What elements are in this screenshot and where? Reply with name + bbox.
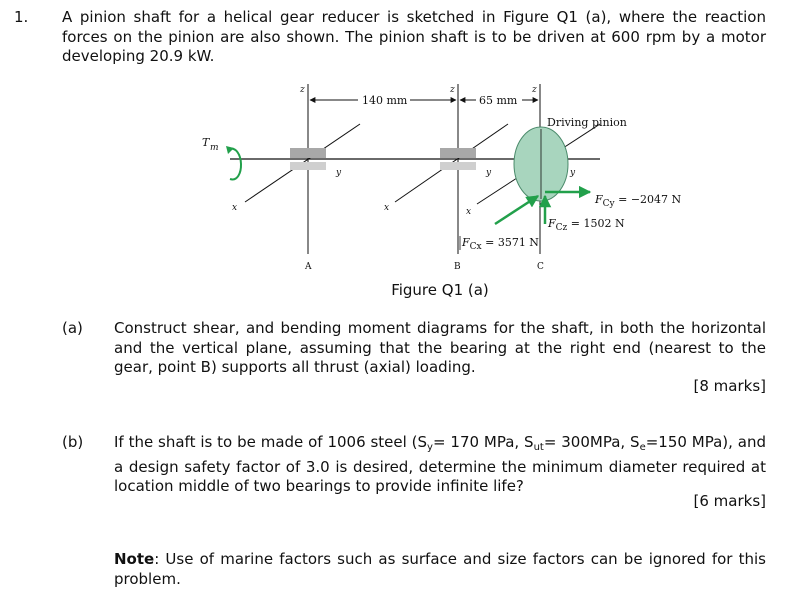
force-cz-label: $F_{Cz} = 1502$ N: [548, 217, 625, 233]
part-a-marks: [8 marks]: [693, 377, 766, 395]
axis-y-a: y: [336, 168, 342, 178]
part-b-label: (b): [62, 433, 84, 451]
part-b-marks: [6 marks]: [693, 492, 766, 510]
bearing-b-lower: [440, 162, 476, 170]
axis-x-a: x: [232, 203, 238, 213]
note: [114, 550, 766, 589]
part-a-text: Construct shear, and bending moment diagrams for the shaft, in both the horizontal and the vertical plane, assuming that the bearing at the right end (nearest to the gear, point B) supports all thrust (axial) loading.: [114, 319, 766, 376]
point-a-label: A: [305, 262, 312, 272]
bearing-a: [290, 148, 326, 158]
note-label: Note: [114, 550, 155, 568]
part-b-text: If the shaft is to be made of 1006 steel ($S_y= 170$ MPa, $S_{ut}= 300MPa$, $S_e=150$ MPa), and a design safety factor of 3.0 is desired, determine the minimum diameter required at location middle of two bearings to provide infinite life?: [114, 433, 766, 495]
point-c-label: C: [537, 262, 544, 272]
dim-bc-label: 65 mm: [479, 94, 518, 107]
axis-z-b: z: [450, 85, 455, 95]
part-a-label: (a): [62, 319, 83, 337]
force-cy-label: $F_{Cy} = -2047$ N: [595, 193, 682, 209]
bearing-b: [440, 148, 476, 158]
bearing-a-lower: [290, 162, 326, 170]
axis-y-c: y: [570, 168, 576, 178]
torque-arrow-icon: [228, 149, 241, 180]
axis-z-c: z: [532, 85, 537, 95]
axis-y-b: y: [486, 168, 492, 178]
force-cx-arrow: [495, 196, 538, 224]
tm-sub: m: [210, 143, 219, 153]
force-cx-label: $F_{Cx} = 3571$ N: [462, 236, 539, 252]
dim-ab-label: 140 mm: [362, 94, 408, 107]
axis-x-c: x: [466, 207, 472, 217]
figure-caption: Figure Q1 (a): [391, 281, 489, 299]
point-b-label: B: [454, 262, 461, 272]
figure-q1a: [190, 74, 700, 279]
tm-label: T: [202, 136, 210, 149]
driving-pinion-label: Driving pinion: [547, 116, 627, 129]
question-intro: A pinion shaft for a helical gear reducer is sketched in Figure Q1 (a), where the reaction forces on the pinion are also shown. The pinion shaft is to be driven at 600 rpm by a motor developing 20.9 kW.: [62, 8, 766, 65]
axis-x-b: x: [384, 203, 390, 213]
question-number: 1.: [14, 8, 29, 26]
axis-z-a: z: [300, 85, 305, 95]
note-text: : Use of marine factors such as surface and size factors can be ignored for this problem.: [114, 550, 766, 588]
